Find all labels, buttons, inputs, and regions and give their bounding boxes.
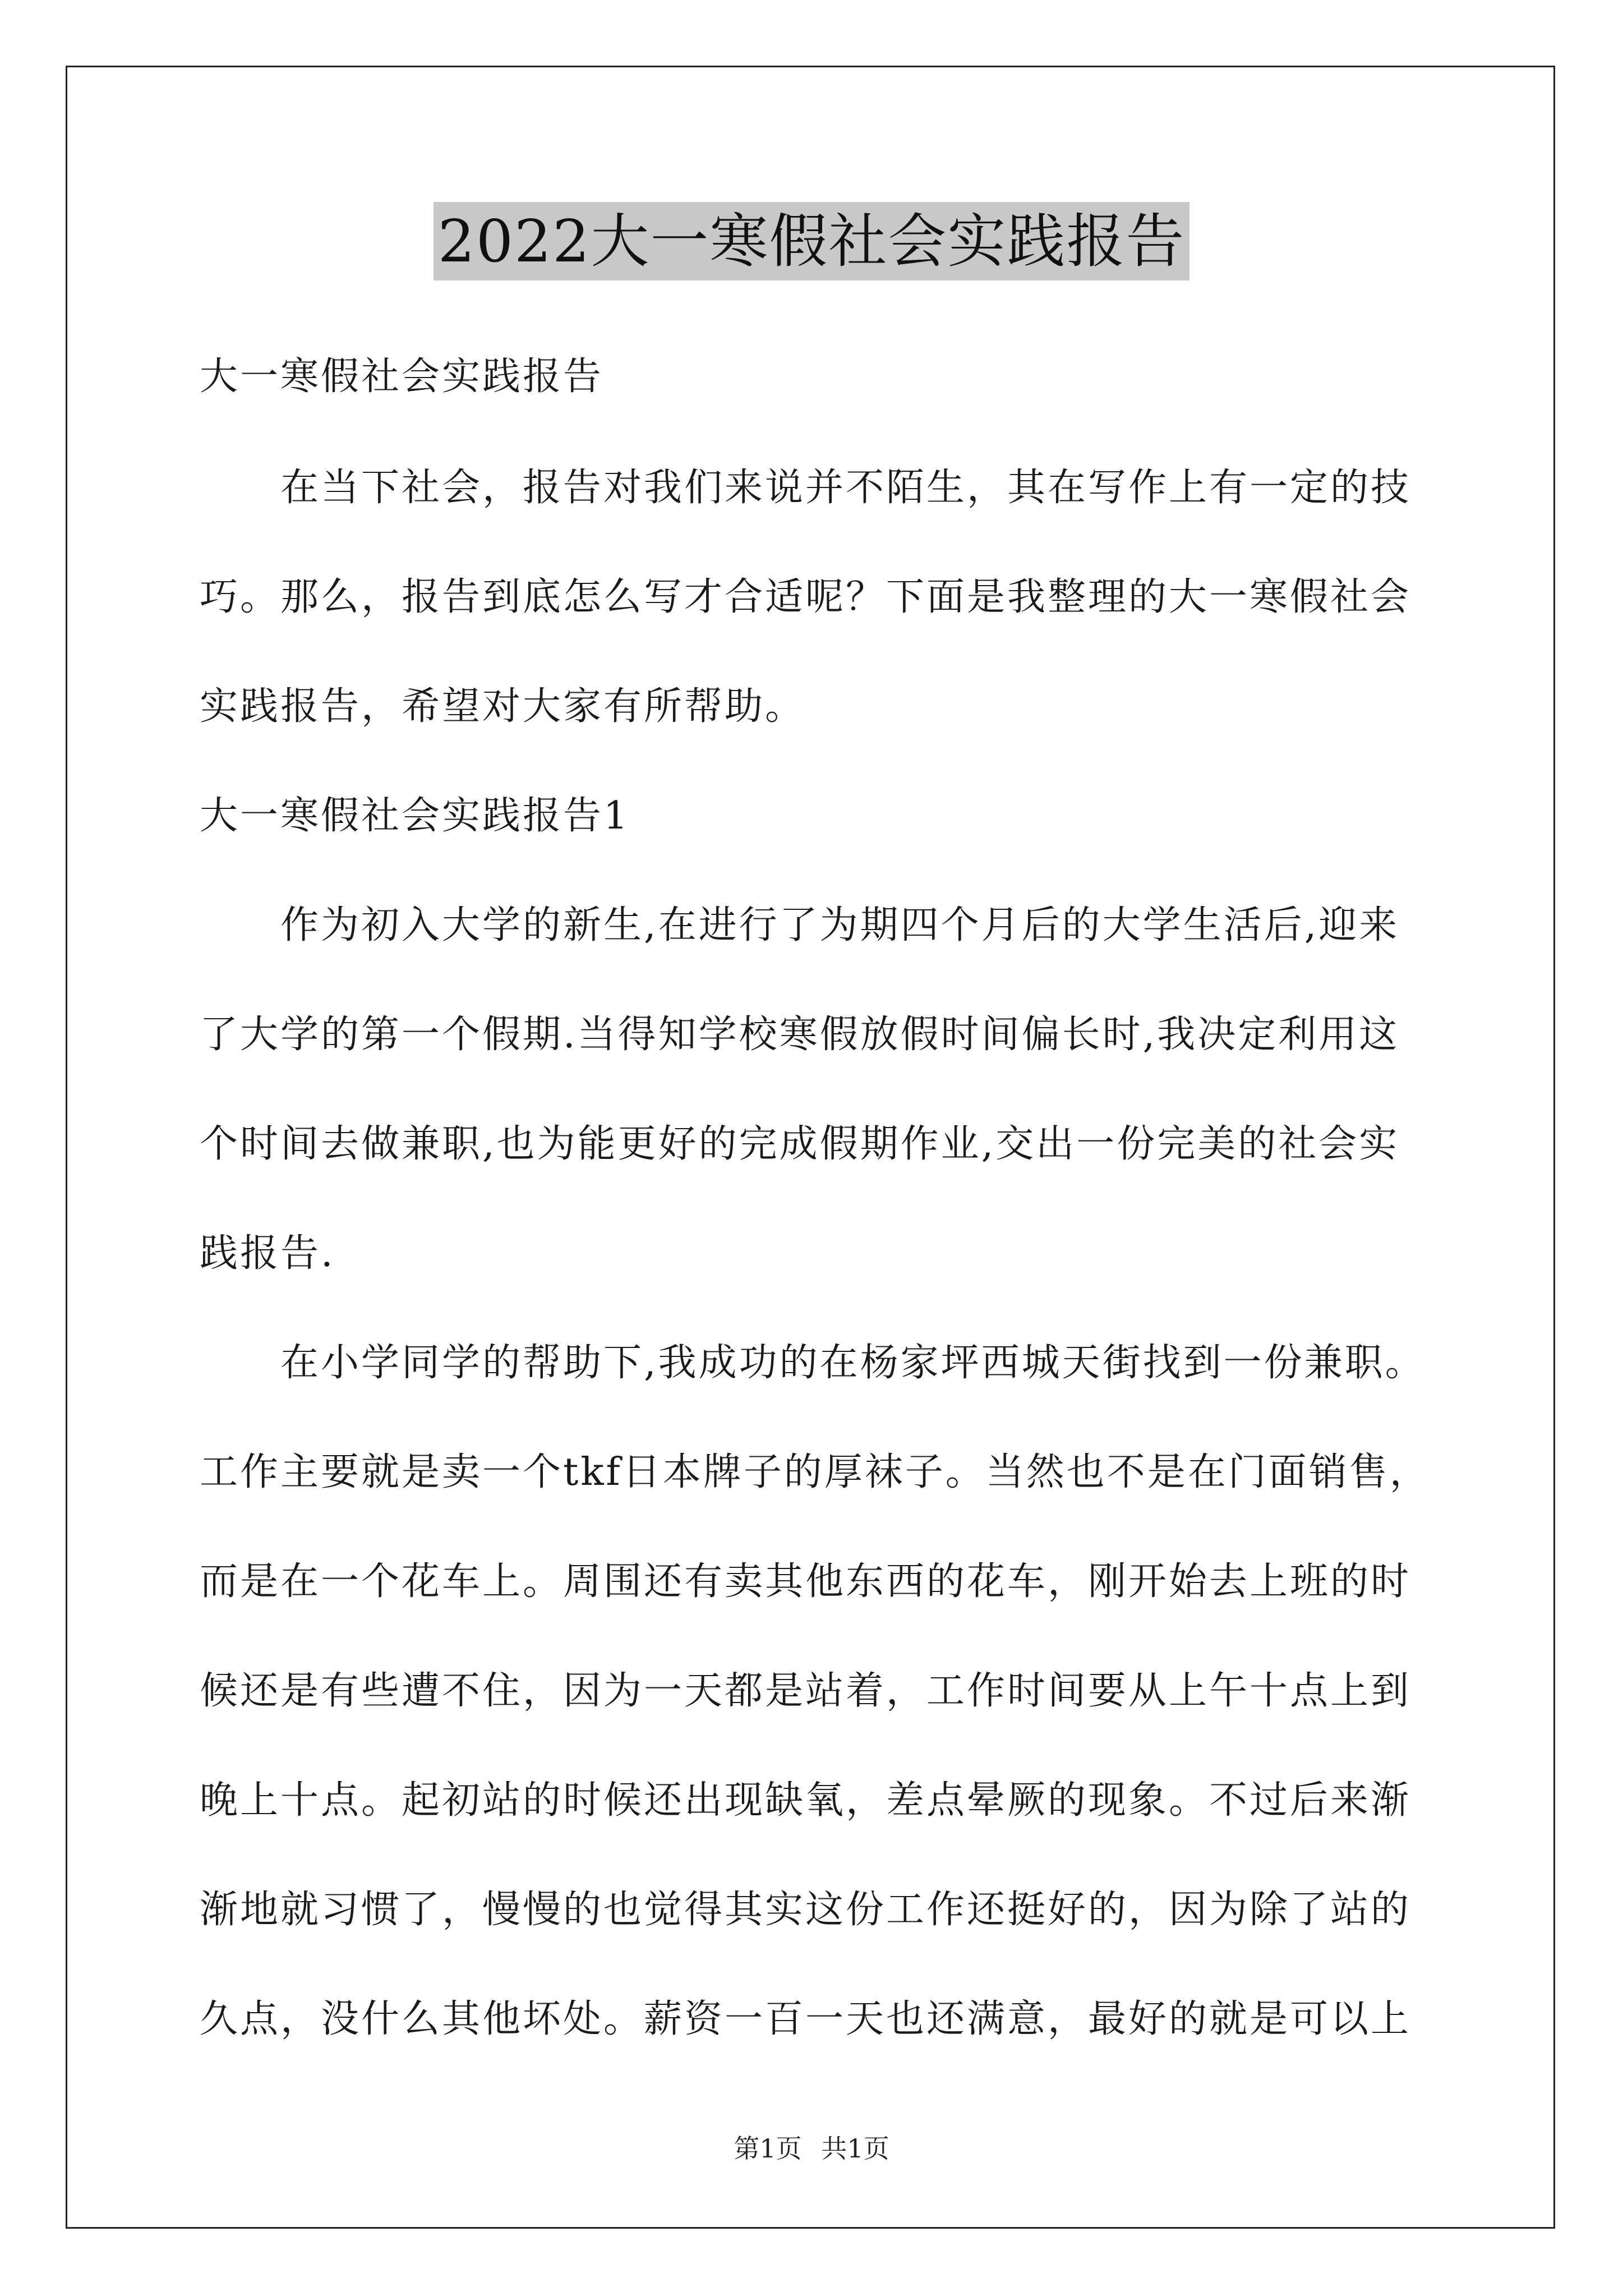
paragraph-line: 晚上十点。起初站的时候还出现缺氧，差点晕厥的现象。不过后来渐: [200, 1778, 1412, 1823]
paragraph-line: 实践报告，希望对大家有所帮助。: [200, 684, 806, 729]
paragraph-line: 而是在一个花车上。周围还有卖其他东西的花车，刚开始去上班的时: [200, 1559, 1412, 1604]
section-heading: 大一寒假社会实践报告1: [200, 794, 630, 838]
paragraph-line: 了大学的第一个假期.当得知学校寒假放假时间偏长时,我决定利用这: [200, 1013, 1400, 1057]
paragraph-line: 个时间去做兼职,也为能更好的完成假期作业,交出一份完美的社会实: [200, 1122, 1400, 1166]
page-number: 第1页: [734, 2133, 802, 2164]
paragraph-line: 在小学同学的帮助下,我成功的在杨家坪西城天街找到一份兼职。: [280, 1341, 1426, 1385]
paragraph-line: 渐地就习惯了，慢慢的也觉得其实这份工作还挺好的，因为除了站的: [200, 1888, 1412, 1932]
page-total: 共1页: [821, 2133, 889, 2164]
paragraph-line: 久点，没什么其他坏处。薪资一百一天也还满意，最好的就是可以上: [200, 1997, 1412, 2041]
paragraph-line: 候还是有些遭不住，因为一天都是站着，工作时间要从上午十点上到: [200, 1669, 1412, 1713]
section-heading: 大一寒假社会实践报告: [200, 355, 604, 399]
title-container: [0, 202, 1623, 280]
paragraph-line: 工作主要就是卖一个tkf日本牌子的厚袜子。当然也不是在门面销售，: [200, 1450, 1430, 1494]
paragraph-line: 在当下社会，报告对我们来说并不陌生，其在写作上有一定的技: [280, 466, 1412, 510]
paragraph-line: 践报告.: [200, 1231, 335, 1276]
document-title: 2022大一寒假社会实践报告: [434, 202, 1190, 280]
paragraph-line: 巧。那么，报告到底怎么写才合适呢？下面是我整理的大一寒假社会: [200, 575, 1412, 619]
paragraph-line: 作为初入大学的新生,在进行了为期四个月后的大学生活后,迎来: [280, 903, 1400, 947]
page-footer: [0, 2132, 1623, 2165]
